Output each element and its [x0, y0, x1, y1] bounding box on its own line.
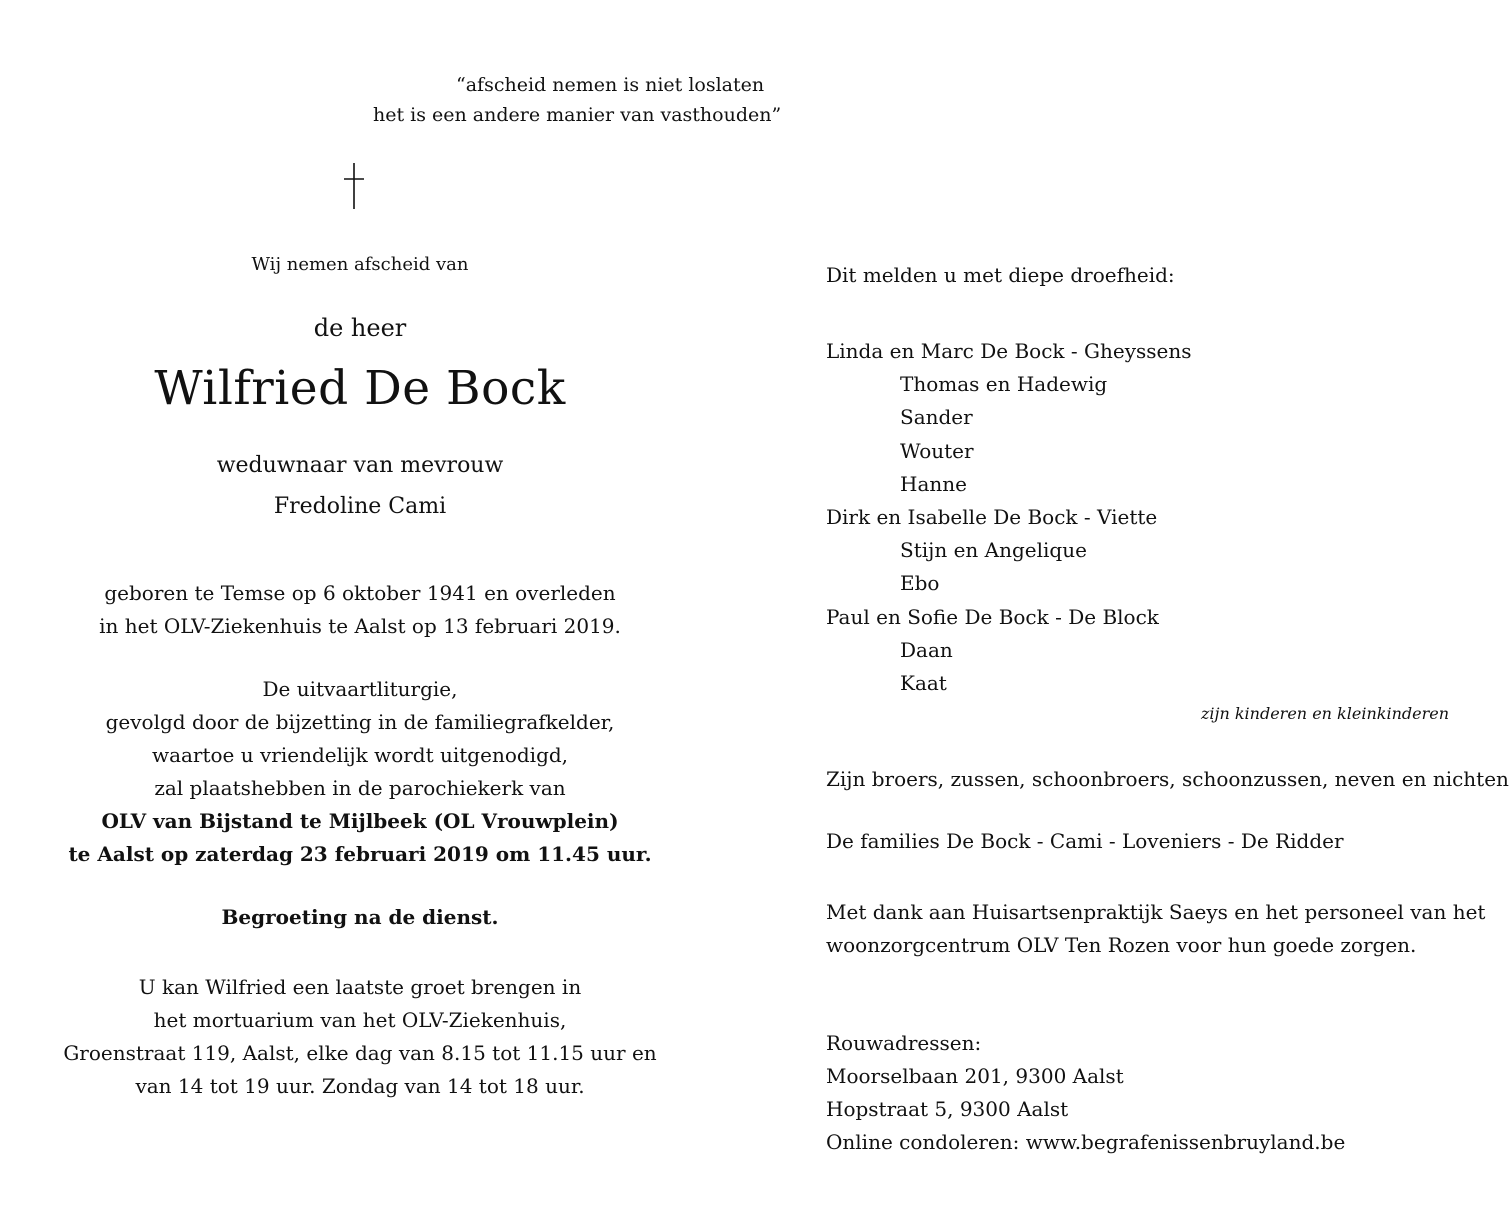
thanks-line: woonzorgcentrum OLV Ten Rozen voor hun goede zorgen.	[826, 933, 1417, 957]
family-child: Stijn en Angelique	[900, 538, 1087, 563]
quote-line-1: “afscheid nemen is niet loslaten	[456, 74, 765, 96]
family-parent: Linda en Marc De Bock - Gheyssens	[826, 339, 1192, 363]
thanks-note	[826, 896, 1485, 962]
family-child: Wouter	[900, 438, 974, 463]
family-list	[826, 335, 1192, 700]
liturgy-line: zal plaatshebben in de parochiekerk van	[154, 776, 566, 800]
visit-line: van 14 tot 19 uur. Zondag van 14 tot 18 uur.	[135, 1074, 585, 1098]
family-parent: Dirk en Isabelle De Bock - Viette	[826, 505, 1158, 530]
birth-death-line: in het OLV-Ziekenhuis te Aalst op 13 februari 2019.	[99, 614, 621, 638]
liturgy-info	[60, 673, 660, 871]
ceremony-datetime: te Aalst op zaterdag 23 februari 2019 om 11.45 uur.	[68, 842, 652, 866]
thanks-line: Met dank aan Huisartsenpraktijk Saeys en het personeel van het	[826, 900, 1486, 924]
cross-icon	[342, 163, 366, 209]
announcement: Dit melden u met diepe droefheid:	[826, 263, 1175, 287]
church-location: OLV van Bijstand te Mijlbeek (OL Vrouwplein)	[101, 809, 619, 833]
family-child: Sander	[900, 405, 973, 430]
quote-line-2: het is een andere manier van vasthouden”	[373, 104, 782, 126]
birth-death-info	[60, 577, 660, 643]
liturgy-line: waartoe u vriendelijk wordt uitgenodigd,	[151, 743, 569, 767]
deceased-title: de heer	[313, 314, 407, 342]
widow-name: Fredoline Cami	[273, 494, 447, 519]
visit-line: het mortuarium van het OLV-Ziekenhuis,	[153, 1008, 567, 1032]
visit-line: Groenstraat 119, Aalst, elke dag van 8.15 tot 11.15 uur en	[63, 1041, 657, 1065]
family-child: Ebo	[900, 571, 940, 596]
online-condolence: Online condoleren: www.begrafenissenbruyland.be	[826, 1130, 1346, 1154]
addresses-label: Rouwadressen:	[826, 1031, 982, 1055]
family-child: Daan	[900, 637, 953, 662]
family-child: Thomas en Hadewig	[900, 372, 1108, 397]
liturgy-line: gevolgd door de bijzetting in de familiegrafkelder,	[105, 710, 615, 734]
mourning-addresses	[826, 1027, 1345, 1159]
visitation-info	[60, 971, 660, 1103]
greeting-note: Begroeting na de dienst.	[221, 905, 499, 929]
relation-note: zijn kinderen en kleinkinderen	[1200, 704, 1449, 723]
deceased-name: Wilfried De Bock	[154, 361, 566, 416]
liturgy-line: De uitvaartliturgie,	[262, 677, 458, 701]
birth-death-line: geboren te Temse op 6 oktober 1941 en overleden	[104, 581, 616, 605]
extended-family: Zijn broers, zussen, schoonbroers, schoonzussen, neven en nichten	[826, 767, 1509, 791]
widow-label: weduwnaar van mevrouw	[216, 453, 504, 478]
address-line: Hopstraat 5, 9300 Aalst	[826, 1097, 1069, 1121]
families-line: De families De Bock - Cami - Loveniers - De Ridder	[826, 829, 1344, 853]
address-line: Moorselbaan 201, 9300 Aalst	[826, 1064, 1124, 1088]
intro-text: Wij nemen afscheid van	[251, 254, 469, 275]
family-child: Hanne	[900, 471, 967, 496]
family-parent: Paul en Sofie De Bock - De Block	[826, 604, 1159, 629]
visit-line: U kan Wilfried een laatste groet brengen in	[138, 975, 582, 999]
family-child: Kaat	[900, 671, 947, 696]
